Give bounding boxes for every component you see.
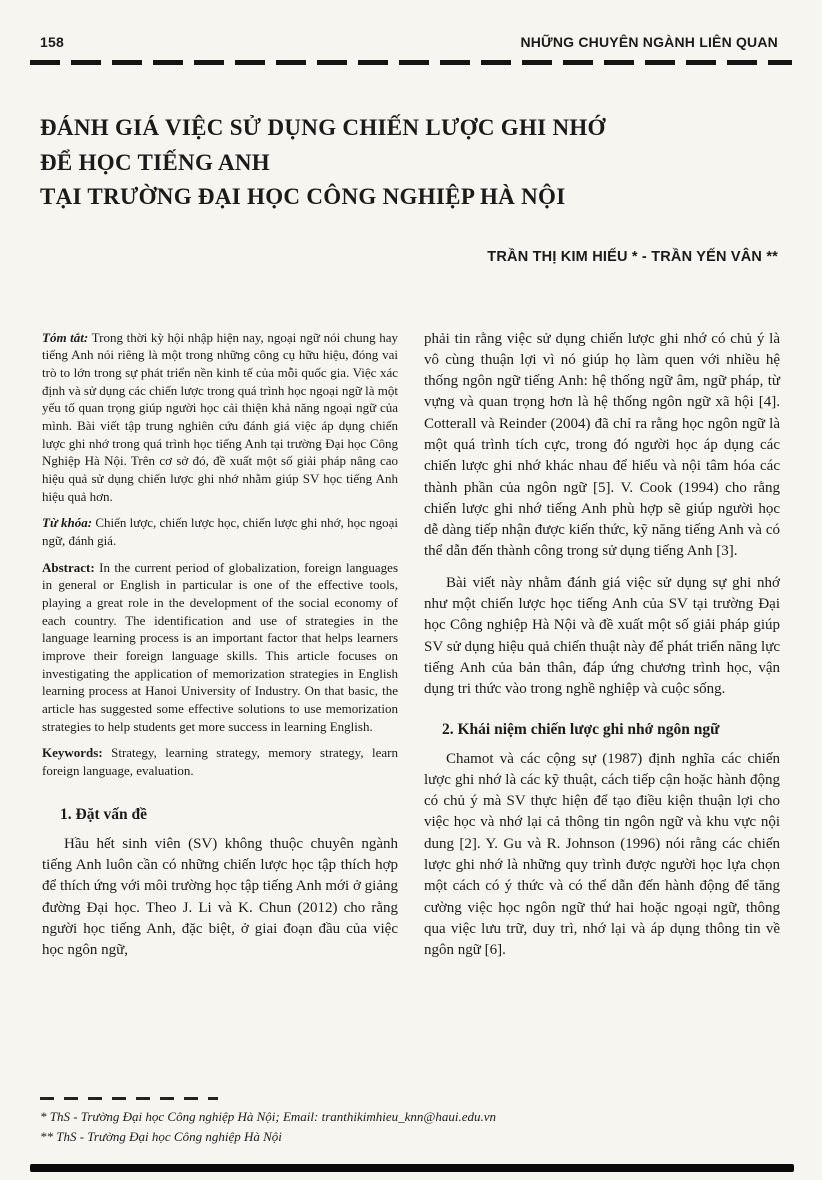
article-title-line-3: TẠI TRƯỜNG ĐẠI HỌC CÔNG NGHIỆP HÀ NỘI: [40, 184, 566, 209]
keywords-vi: [42, 514, 398, 549]
authors-line: TRẦN THỊ KIM HIẾU * - TRẦN YẾN VÂN **: [487, 248, 778, 265]
footnote-2: ** ThS - Trường Đại học Công nghiệp Hà Nội: [40, 1128, 282, 1144]
footnote-1: * ThS - Trường Đại học Công nghiệp Hà Nội; Email: tranthikimhieu_knn@haui.edu.vn: [40, 1109, 497, 1124]
left-column: [42, 329, 398, 972]
section-1-paragraph: Hầu hết sinh viên (SV) không thuộc chuyên ngành tiếng Anh luôn cần có những chiến lược học tập thích hợp để thích ứng với môi trường học tập tiếng Anh mới ở giảng đường Đại học. Theo J. Li và K. Chun (2012) cho rằng người học tiếng Anh, đặc biệt, ở giai đoạn đầu của việc học ngôn ngữ,: [42, 835, 398, 959]
abstract-vi: [42, 329, 398, 506]
section-1-heading: 1. Đặt vấn đề: [60, 805, 147, 823]
right-paragraph-1: phải tin rằng việc sử dụng chiến lược ghi nhớ có chủ ý là vô cùng thuận lợi vì nó giúp họ làm quen với nhiều hệ thống ngôn ngữ tiếng Anh: hệ thống ngữ âm, ngữ pháp, từ vựng và quan trọng hơn là hệ thống ngôn ngữ xã hội [4]. Cotterall và Reinder (2004) đã chỉ ra rằng học ngôn ngữ là một quá trình tích cực, trong đó người học áp dụng các chiến lược ghi nhớ khác nhau để hiểu và nội tâm hóa các thành phần của ngôn ngữ [5]. V. Cook (1994) cho rằng chiến lược ghi nhớ tiếng Anh phù hợp sẽ giúp người học dễ dàng tiếp nhận được kiến thức, kỹ năng tiếng Anh và có thể dẫn đến thành công trong sử dụng tiếng Anh [3].: [424, 330, 780, 560]
footnote-divider: [40, 1097, 218, 1100]
abstract-en: [42, 559, 398, 736]
running-head-title: NHỮNG CHUYÊN NGÀNH LIÊN QUAN: [520, 34, 778, 50]
keywords-vi-label: Từ khóa:: [42, 515, 93, 531]
footnotes: [40, 1097, 778, 1146]
section-2-heading: 2. Khái niệm chiến lược ghi nhớ ngôn ngữ: [442, 720, 720, 738]
right-paragraph-2: Bài viết này nhằm đánh giá việc sử dụng sự ghi nhớ như một chiến lược học tiếng Anh của SV tại trường Đại học Công nghiệp Hà Nội và đề xuất một số giải pháp giúp SV sử dụng hiệu quả chiến thuật này để phát triển năng lực tiếng Anh của bản thân, đáp ứng chương trình học, vận dụng tri thức vào trong nghề nghiệp và cuộc sống.: [424, 574, 780, 698]
abstract-en-label: Abstract:: [42, 559, 95, 575]
running-header: [0, 0, 822, 58]
scan-bottom-bar: [30, 1164, 794, 1172]
header-divider: [30, 60, 792, 65]
article-title-line-2: ĐỂ HỌC TIẾNG ANH: [40, 149, 270, 175]
abstract-vi-text: Trong thời kỳ hội nhập hiện nay, ngoại ngữ nói chung hay tiếng Anh nói riêng là một trong những công cụ hữu hiệu, đóng vai trò to lớn trong sự phát triển nền kinh tế của mỗi quốc gia. Việc xác định và sử dụng các chiến lược trong quá trình học ngoại ngữ là một yếu tố quan trọng giúp người học cải thiện khả năng ngoại ngữ của mình. Bài viết tập trung nghiên cứu đánh giá việc áp dụng chiến lược ghi nhớ trong quá trình học tiếng Anh tại trường Đại học Công Nghiệp Hà Nội. Trên cơ sở đó, đề xuất một số giải pháp nâng cao hiệu quả sử dụng chiến lược ghi nhớ nhằm giúp SV học tiếng Anh hiệu quả hơn.: [42, 329, 399, 504]
article-body: [0, 329, 822, 972]
keywords-vi-text: Chiến lược, chiến lược học, chiến lược ghi nhớ, học ngoại ngữ, đánh giá.: [42, 515, 398, 548]
page-number: 158: [40, 34, 64, 50]
abstract-en-text: In the current period of globalization, foreign languages in general or English in particular is one of the effective tools, playing a great role in the development of the social economy of each country. The identification and use of strategies in the language learning process is an important factor that helps learners improve their foreign language skills. This article focuses on investigating the application of memorization strategies in English learning process at Hanoi University of Industry. On that basic, the article has suggested some effective solutions to use memorization strategies to help students get more success in learning English.: [42, 559, 399, 734]
keywords-en: [42, 744, 398, 779]
abstract-vi-label: Tóm tắt:: [42, 329, 89, 345]
right-paragraph-3: Chamot và các cộng sự (1987) định nghĩa các chiến lược ghi nhớ là các kỹ thuật, cách tiếp cận hoặc hành động có chủ ý mà SV thực hiện để tạo điều kiện thuận lợi cho việc học và nhớ lại cả thông tin ngôn ngữ và khu vực nội dung [2]. Y. Gu và R. Johnson (1996) nói rằng các chiến lược ghi nhớ là những quy trình được người học lựa chọn một cách có ý thức và có thể dẫn đến hành động để tăng cường việc học ngôn ngữ thứ hai hoặc ngoại ngữ, thông qua việc lưu trữ, duy trì, nhớ lại và áp dụng thông tin về ngôn ngữ [6].: [424, 750, 780, 959]
article-title-line-1: ĐÁNH GIÁ VIỆC SỬ DỤNG CHIẾN LƯỢC GHI NHỚ: [40, 115, 606, 140]
article-title: [40, 111, 762, 215]
keywords-en-label: Keywords:: [42, 745, 103, 761]
right-column: [424, 329, 780, 972]
keywords-en-text: Strategy, learning strategy, memory strategy, learn foreign language, evaluation.: [42, 745, 398, 778]
